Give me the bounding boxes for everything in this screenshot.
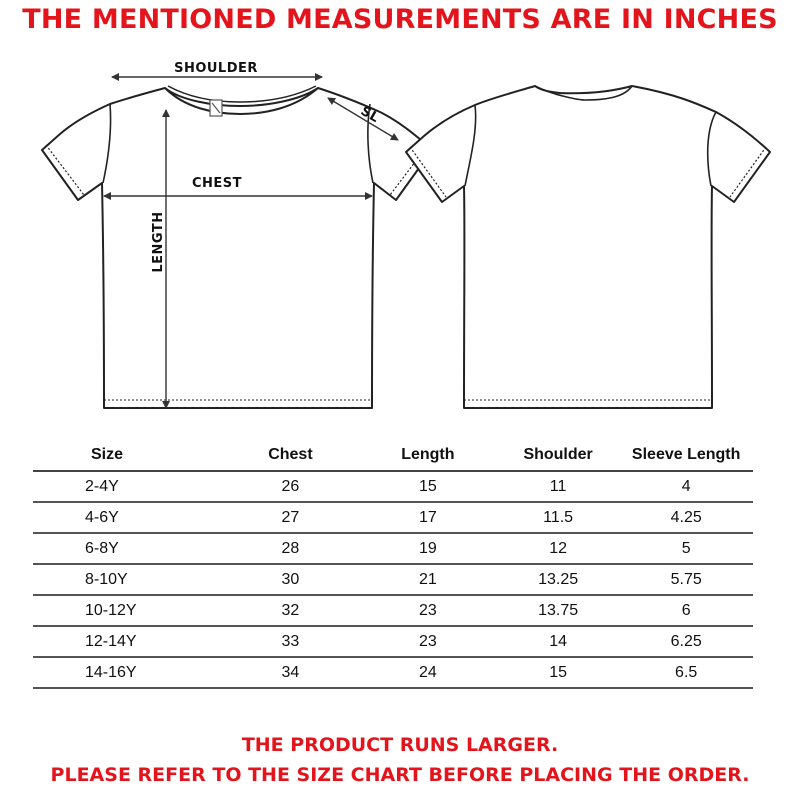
cell-length: 23 xyxy=(359,595,497,626)
size-chart-table xyxy=(33,439,753,689)
cell-length: 21 xyxy=(359,564,497,595)
cell-shoulder: 13.75 xyxy=(497,595,619,626)
table-header-row xyxy=(33,439,753,471)
cell-size: 12-14Y xyxy=(33,626,222,657)
cell-size: 6-8Y xyxy=(33,533,222,564)
cell-length: 17 xyxy=(359,502,497,533)
table-row xyxy=(33,564,753,595)
cell-size: 2-4Y xyxy=(33,471,222,502)
cell-sleeve-length: 4.25 xyxy=(619,502,753,533)
header-length: Length xyxy=(359,439,497,471)
cell-shoulder: 15 xyxy=(497,657,619,688)
cell-shoulder: 14 xyxy=(497,626,619,657)
table-row xyxy=(33,502,753,533)
page-title: THE MENTIONED MEASUREMENTS ARE IN INCHES xyxy=(22,4,778,35)
cell-shoulder: 11.5 xyxy=(497,502,619,533)
cell-length: 24 xyxy=(359,657,497,688)
cell-sleeve-length: 5.75 xyxy=(619,564,753,595)
cell-chest: 34 xyxy=(222,657,359,688)
table-row xyxy=(33,533,753,564)
cell-chest: 28 xyxy=(222,533,359,564)
sleeve-label: SL xyxy=(357,103,382,127)
cell-shoulder: 13.25 xyxy=(497,564,619,595)
table-row xyxy=(33,595,753,626)
cell-chest: 30 xyxy=(222,564,359,595)
cell-length: 15 xyxy=(359,471,497,502)
tshirt-front xyxy=(42,86,432,408)
footer-note-runs-larger: THE PRODUCT RUNS LARGER. xyxy=(241,734,559,756)
cell-chest: 32 xyxy=(222,595,359,626)
cell-sleeve-length: 6.25 xyxy=(619,626,753,657)
cell-shoulder: 12 xyxy=(497,533,619,564)
logo-mark-icon xyxy=(210,100,222,116)
cell-size: 14-16Y xyxy=(33,657,222,688)
cell-sleeve-length: 4 xyxy=(619,471,753,502)
cell-length: 23 xyxy=(359,626,497,657)
table-row xyxy=(33,657,753,688)
cell-length: 19 xyxy=(359,533,497,564)
footer-note-refer-chart: PLEASE REFER TO THE SIZE CHART BEFORE PLACING THE ORDER. xyxy=(50,764,750,786)
header-sleeve-length: Sleeve Length xyxy=(619,439,753,471)
cell-sleeve-length: 5 xyxy=(619,533,753,564)
header-size: Size xyxy=(33,439,222,471)
chest-label: CHEST xyxy=(191,176,243,191)
tshirt-back xyxy=(406,86,770,408)
cell-shoulder: 11 xyxy=(497,471,619,502)
table-row xyxy=(33,626,753,657)
cell-size: 8-10Y xyxy=(33,564,222,595)
header-chest: Chest xyxy=(222,439,359,471)
cell-size: 4-6Y xyxy=(33,502,222,533)
cell-chest: 33 xyxy=(222,626,359,657)
table-row xyxy=(33,471,753,502)
cell-sleeve-length: 6.5 xyxy=(619,657,753,688)
cell-chest: 26 xyxy=(222,471,359,502)
cell-sleeve-length: 6 xyxy=(619,595,753,626)
shoulder-label: SHOULDER xyxy=(174,61,258,76)
cell-chest: 27 xyxy=(222,502,359,533)
cell-size: 10-12Y xyxy=(33,595,222,626)
header-shoulder: Shoulder xyxy=(497,439,619,471)
length-label: LENGTH xyxy=(151,211,166,273)
